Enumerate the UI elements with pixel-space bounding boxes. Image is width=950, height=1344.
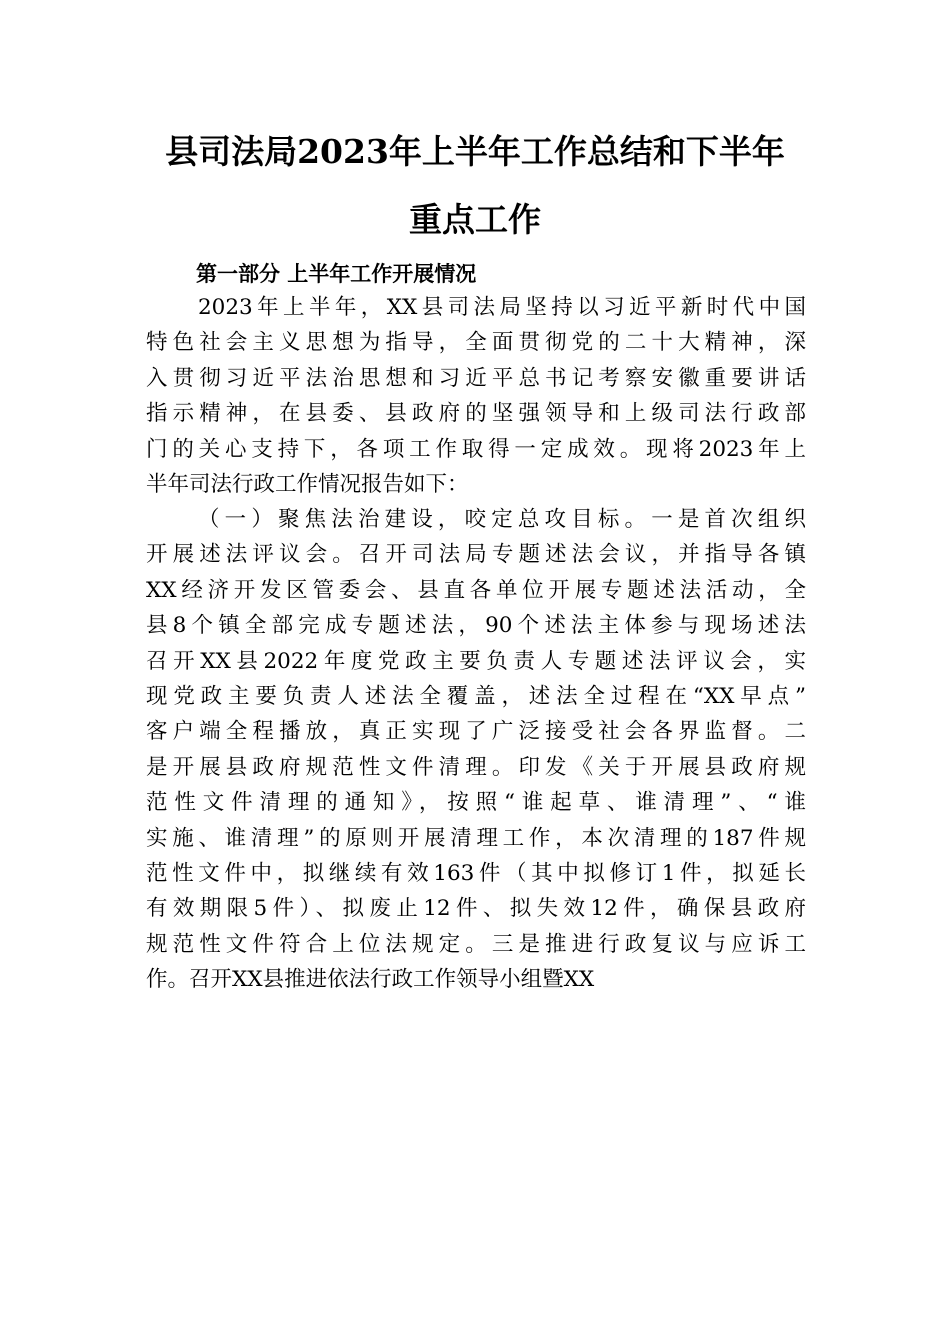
paragraph-line: 县8个镇全部完成专题述法，90个述法主体参与现场述法 (146, 613, 806, 639)
paragraph-line: 半年司法行政工作情况报告如下： (146, 471, 469, 497)
paragraph-line: 有效期限5件）、拟废止12件、拟失效12件，确保县政府 (146, 896, 806, 922)
paragraph-line: 范性文件中，拟继续有效163件（其中拟修订1件，拟延长 (146, 860, 806, 886)
paragraph-1 (146, 290, 806, 502)
paragraph-line: 特色社会主义思想为指导，全面贯彻党的二十大精神，深 (146, 330, 806, 356)
paragraph-line: 门的关心支持下，各项工作取得一定成效。现将2023年上 (146, 436, 806, 462)
paragraph-2 (146, 502, 806, 997)
document-title-line-1: 县司法局2023年上半年工作总结和下半年 (165, 132, 785, 171)
paragraph-line: 开展述法评议会。召开司法局专题述法会议，并指导各镇 (146, 542, 806, 568)
paragraph-line: 2023年上半年，XX县司法局坚持以习近平新时代中国 (198, 295, 806, 320)
paragraph-line: 入贯彻习近平法治思想和习近平总书记考察安徽重要讲话 (146, 365, 806, 391)
section-heading: 第一部分 上半年工作开展情况 (196, 262, 477, 286)
paragraph-line: 客户端全程播放，真正实现了广泛接受社会各界监督。二 (146, 719, 806, 745)
paragraph-line: 现党政主要负责人述法全覆盖，述法全过程在“XX早点” (146, 683, 806, 709)
paragraph-line: 召开XX县2022年度党政主要负责人专题述法评议会，实 (146, 648, 806, 674)
paragraph-line: 范性文件清理的通知》，按照“谁起草、谁清理”、“谁 (146, 790, 806, 816)
document-title-line-2: 重点工作 (409, 200, 541, 239)
paragraph-line: 指示精神，在县委、县政府的坚强领导和上级司法行政部 (146, 401, 806, 427)
paragraph-line: 实施、谁清理”的原则开展清理工作，本次清理的187件规 (146, 825, 806, 851)
paragraph-line: （一）聚焦法治建设，咬定总攻目标。一是首次组织 (198, 507, 806, 532)
paragraph-line: 是开展县政府规范性文件清理。印发《关于开展县政府规 (146, 754, 806, 780)
paragraph-line: 作。召开XX县推进依法行政工作领导小组暨XX (146, 967, 595, 993)
paragraph-line: XX经济开发区管委会、县直各单位开展专题述法活动，全 (146, 577, 806, 603)
paragraph-line: 规范性文件符合上位法规定。三是推进行政复议与应诉工 (146, 931, 806, 957)
